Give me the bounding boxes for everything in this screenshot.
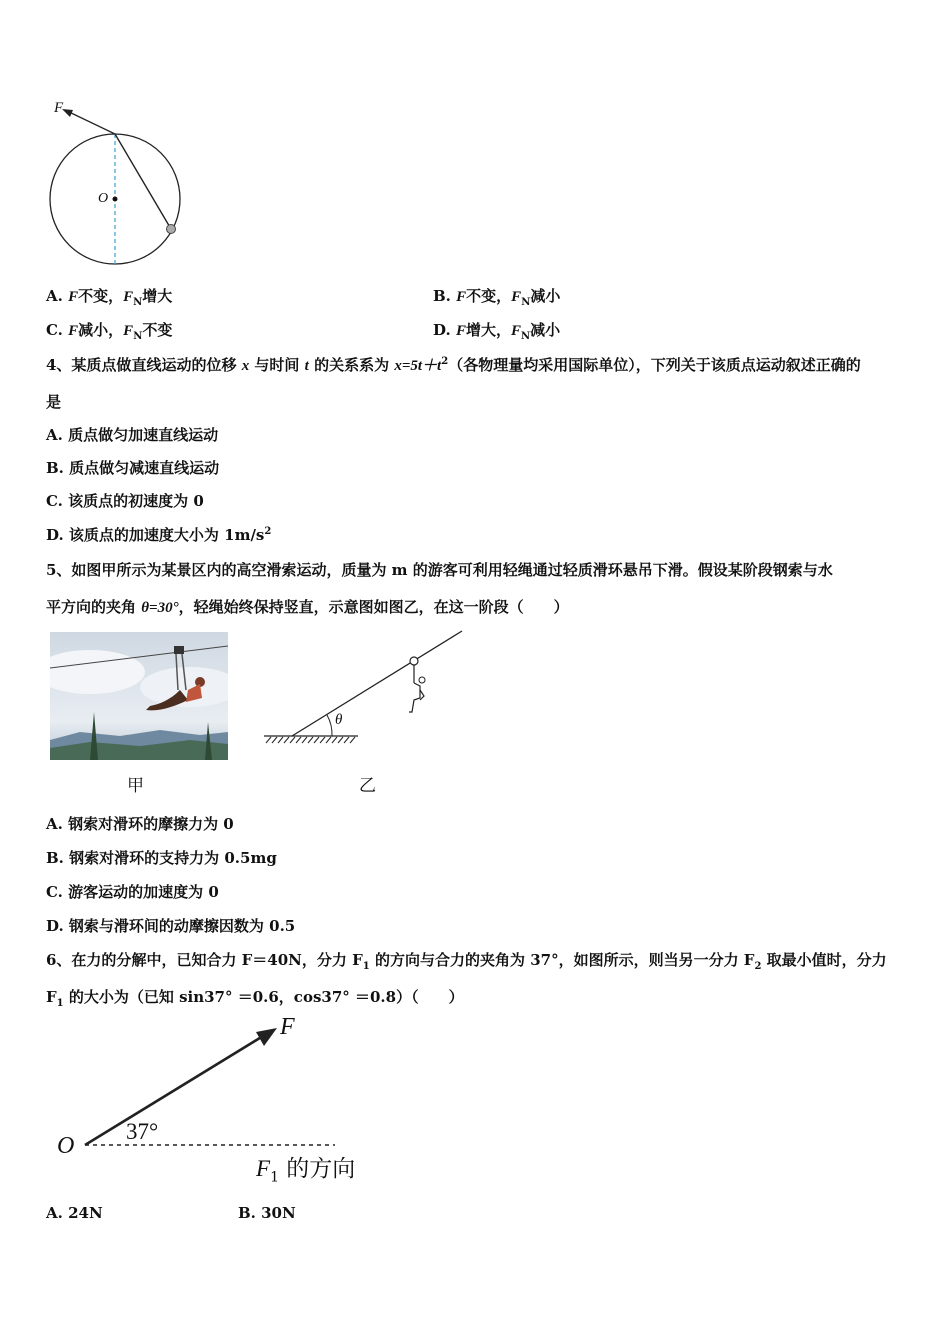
q3-option-b[interactable]: B. F不变，$F_N$减小 <box>433 287 561 308</box>
q4-option-c[interactable]: C. 该质点的初速度为 0 <box>46 492 204 510</box>
q6-stem: 6、在力的分解中，已知合力 F＝40N，分力 $F_1$ 的方向与合力的夹角为 37°，如图所示，则当另一分力 $F_2$ 取最小值时，分力 <box>46 951 887 972</box>
q6-option-a[interactable]: A. 24N <box>46 1204 103 1222</box>
q5-option-a[interactable]: A. 钢索对滑环的摩擦力为 0 <box>46 815 234 833</box>
theta-label: θ <box>335 712 343 728</box>
zipline-photo <box>50 632 228 760</box>
force-label-f: F <box>54 100 64 116</box>
q6-option-b[interactable]: B. 30N <box>238 1204 296 1222</box>
q6-angle-label: 37° <box>126 1119 159 1144</box>
q4-option-a[interactable]: A. 质点做匀加速直线运动 <box>46 426 219 444</box>
q3-option-d[interactable]: D. F增大，$F_N$减小 <box>433 321 561 342</box>
q5-stem: 5、如图甲所示为某景区内的高空滑索运动，质量为 m 的游客可利用轻绳通过轻质滑环悬吊下滑。假设某阶段钢索与水 <box>46 561 833 579</box>
circle-diagram <box>40 95 200 270</box>
q5-option-d[interactable]: D. 钢索与滑环间的动摩擦因数为 0.5 <box>46 917 296 935</box>
q3-option-a[interactable]: A. F不变，$F_N$增大 <box>46 287 173 308</box>
q5-stem-cont: 平方向的夹角 θ=30°，轻绳始终保持竖直，示意图如图乙，在这一阶段（ ） <box>46 598 569 616</box>
q5-option-c[interactable]: C. 游客运动的加速度为 0 <box>46 883 219 901</box>
q6-f1-direction-label: $F_1$ 的方向 <box>256 1156 356 1186</box>
q4-option-b[interactable]: B. 质点做匀减速直线运动 <box>46 459 220 477</box>
q3-option-c[interactable]: C. F减小，$F_N$不变 <box>46 321 173 342</box>
caption-jia: 甲 <box>127 776 144 796</box>
q4-option-d[interactable]: D. 该质点的加速度大小为 $1m/s^2$ <box>46 526 272 544</box>
incline-schematic <box>262 628 472 746</box>
q6-origin-label: O <box>57 1133 75 1159</box>
force-decomposition-diagram <box>80 1020 380 1160</box>
q5-option-b[interactable]: B. 钢索对滑环的支持力为 0.5mg <box>46 849 277 867</box>
q4-stem: 4、某质点做直线运动的位移 x 与时间 t 的关系系为 $x=5t+t^2$（各物理量均采用国际单位），下列关于该质点运动叙述正确的 <box>46 356 861 374</box>
q6-force-label-f: F <box>280 1014 295 1040</box>
center-label-o: O <box>98 191 109 206</box>
q6-stem-cont: $F_1$ 的大小为（已知 sin37° ＝0.6，cos37° ＝0.8）（ ） <box>46 988 464 1009</box>
q4-stem-cont: 是 <box>46 393 62 411</box>
caption-yi: 乙 <box>359 776 376 796</box>
